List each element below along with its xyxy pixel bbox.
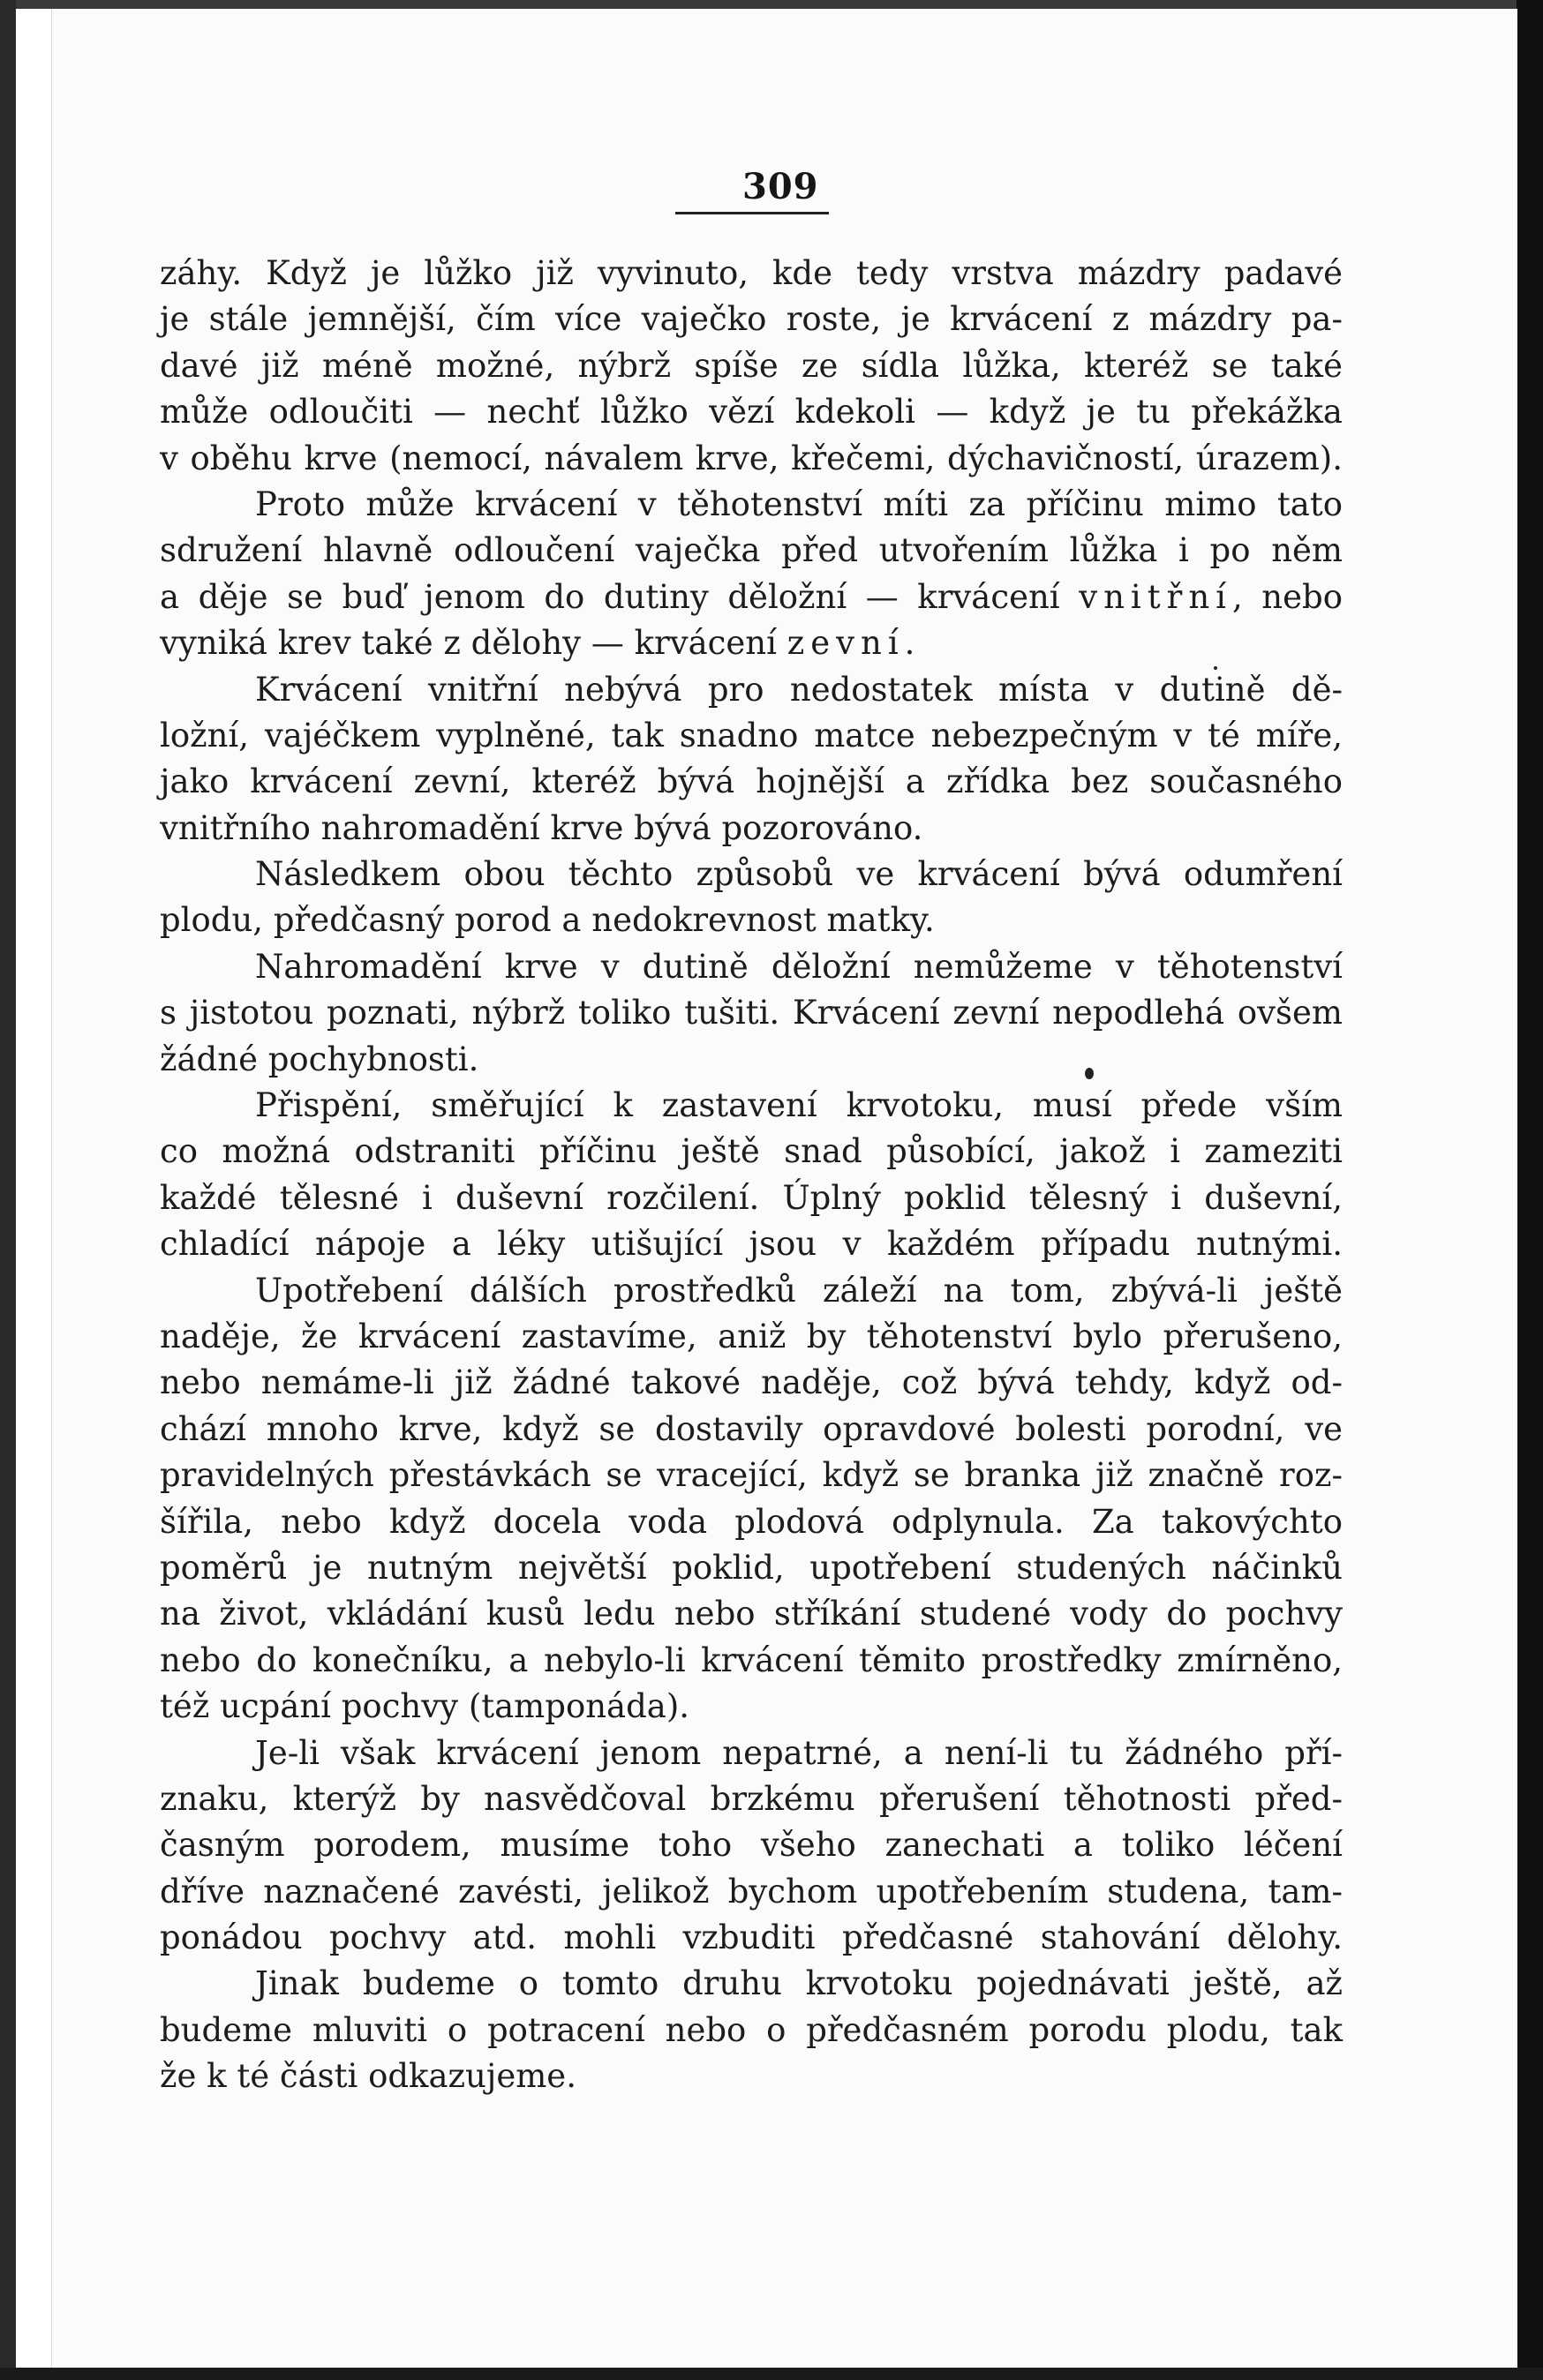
- text-line: může odloučiti — nechť lůžko vězí kdekoli — když je tu překážka: [160, 393, 1343, 432]
- scan-border-left: [0, 0, 16, 2380]
- text-line: Krvácení vnitřní nebývá pro nedostatek místa v dutině dě-: [255, 670, 1343, 709]
- text-line: [160, 620, 1343, 666]
- text-line: žádné pochybnosti.: [160, 1040, 479, 1078]
- text-line: pravidelných přestávkách se vracející, když se branka již značně roz-: [160, 1456, 1343, 1495]
- text-span: , nebo: [1232, 577, 1343, 616]
- book-page: [51, 9, 1517, 2368]
- text-line: nebo nemáme-li již žádné takové naděje, což bývá tehdy, když od-: [160, 1363, 1343, 1402]
- text-line: sdružení hlavně odloučení vaječka před utvořením lůžka i po něm: [160, 531, 1343, 570]
- text-line: každé tělesné i duševní rozčilení. Úplný poklid tělesný i duševní,: [160, 1178, 1343, 1217]
- page-number-rule: [675, 212, 829, 214]
- text-line: šířila, nebo když docela voda plodová odplynula. Za takovýchto: [160, 1502, 1343, 1541]
- emphasized-term-external: zevní: [787, 624, 905, 663]
- scan-border-bottom: [0, 2368, 1543, 2380]
- text-line: Nahromadění krve v dutině děložní nemůžeme v těhotenství: [255, 947, 1343, 986]
- ink-speck: [1214, 666, 1217, 670]
- text-line: plodu, předčasný porod a nedokrevnost matky.: [160, 901, 935, 940]
- text-line: [160, 574, 1343, 620]
- text-line: nebo do konečníku, a nebylo-li krvácení těmito prostředky zmírněno,: [160, 1640, 1343, 1679]
- text-line: ponádou pochvy atd. mohli vzbuditi předčasné stahování dělohy.: [160, 1918, 1343, 1957]
- text-line: s jistotou poznati, nýbrž toliko tušiti. Krvácení zevní nepodlehá ovšem: [160, 994, 1343, 1032]
- text-span: a děje se buď jenom do dutiny děložní — krvácení: [160, 577, 1060, 616]
- text-line: vnitřního nahromadění krve bývá pozorováno.: [160, 808, 923, 847]
- text-line: je stále jemnější, čím více vaječko roste, je krvácení z mázdry pa-: [160, 300, 1343, 339]
- text-line: chladící nápoje a léky utišující jsou v každém případu nutnými.: [160, 1225, 1343, 1264]
- text-line: Proto může krvácení v těhotenství míti za příčinu mimo tato: [255, 484, 1343, 523]
- text-line: jako krvácení zevní, kteréž bývá hojnější a zřídka bez současného: [160, 762, 1343, 801]
- text-span: .: [904, 624, 915, 663]
- text-line: Upotřebení dálších prostředků záleží na tom, zbývá-li ještě: [255, 1271, 1343, 1310]
- scan-border-top: [0, 0, 1543, 9]
- scan-border-right: [1517, 0, 1543, 2380]
- text-line: dříve naznačené zavésti, jelikož bychom upotřebením studena, tam-: [160, 1872, 1343, 1911]
- text-line: v oběhu krve (nemocí, návalem krve, křečemi, dýchavičností, úrazem).: [160, 439, 1343, 477]
- text-line: znaku, kterýž by nasvědčoval brzkému přerušení těhotnosti před-: [160, 1779, 1343, 1818]
- text-line: budeme mluviti o potracení nebo o předčasném porodu plodu, tak: [160, 2010, 1343, 2049]
- text-line: časným porodem, musíme toho všeho zanechati a toliko léčení: [160, 1826, 1343, 1865]
- text-line: Přispění, směřující k zastavení krvotoku, musí přede vším: [255, 1086, 1343, 1125]
- text-line: Následkem obou těchto způsobů ve krvácení bývá odumření: [255, 855, 1343, 894]
- emphasized-term-internal: vnitřní: [1079, 577, 1232, 616]
- text-line: chází mnoho krve, když se dostavily opravdové bolesti porodní, ve: [160, 1409, 1343, 1448]
- page-number: 309: [742, 166, 819, 207]
- text-line: Jinak budeme o tomto druhu krvotoku pojednávati ještě, až: [255, 1964, 1343, 2003]
- ink-speck: [1085, 1068, 1094, 1079]
- text-line: na život, vkládání kusů ledu nebo stříkání studené vody do pochvy: [160, 1595, 1343, 1633]
- text-line: davé již méně možné, nýbrž spíše ze sídla lůžka, kteréž se také: [160, 346, 1343, 385]
- body-text: [160, 251, 1343, 2100]
- text-line: že k té části odkazujeme.: [160, 2057, 576, 2096]
- text-line: naděje, že krvácení zastavíme, aniž by těhotenství bylo přerušeno,: [160, 1317, 1343, 1355]
- text-line: co možná odstraniti příčinu ještě snad působící, jakož i zameziti: [160, 1132, 1343, 1171]
- text-line: též ucpání pochvy (tamponáda).: [160, 1687, 690, 1726]
- text-line: záhy. Když je lůžko již vyvinuto, kde tedy vrstva mázdry padavé: [160, 254, 1343, 292]
- text-span: vyniká krev také z dělohy — krvácení: [160, 624, 777, 663]
- text-line: Je-li však krvácení jenom nepatrné, a není-li tu žádného pří-: [255, 1733, 1343, 1772]
- text-line: ložní, vajéčkem vyplněné, tak snadno matce nebezpečným v té míře,: [160, 716, 1343, 755]
- text-line: poměrů je nutným největší poklid, upotřebení studených náčinků: [160, 1548, 1343, 1587]
